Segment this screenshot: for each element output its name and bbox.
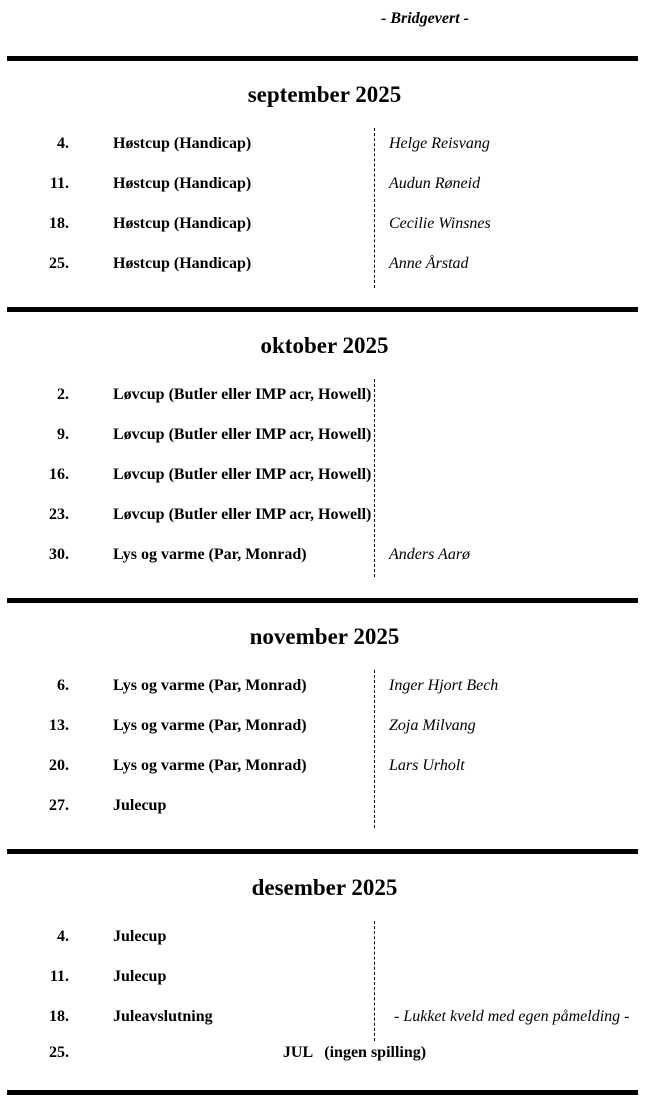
row-date: 2. (57, 386, 69, 403)
row-event: Juleavslutning (113, 1008, 213, 1025)
row-event: Lys og varme (Par, Monrad) (113, 717, 307, 734)
schedule-row (0, 675, 649, 697)
header-label: - Bridgevert - (381, 10, 469, 27)
schedule-row (0, 173, 649, 195)
divider-rule (7, 598, 638, 603)
row-date: 11. (49, 968, 69, 985)
row-host: Anders Aarø (389, 546, 471, 563)
row-event: Julecup (113, 928, 167, 945)
row-note: - Lukket kveld med egen påmelding - (394, 1008, 630, 1025)
schedule-row (0, 253, 649, 275)
row-event: Løvcup (Butler eller IMP acr, Howell) (113, 506, 372, 523)
row-date: 23. (49, 506, 69, 523)
row-date: 25. (49, 255, 69, 272)
row-date: 25. (49, 1044, 69, 1061)
divider-rule (7, 1090, 638, 1095)
schedule-row (0, 464, 649, 486)
row-host: Cecilie Winsnes (389, 215, 491, 232)
row-event: Lys og varme (Par, Monrad) (113, 546, 307, 563)
row-date: 9. (57, 426, 69, 443)
row-date: 30. (49, 546, 69, 563)
schedule-row (0, 213, 649, 235)
row-center-event: JUL (ingen spilling) (282, 1044, 427, 1061)
schedule-row (0, 504, 649, 526)
row-date: 6. (57, 677, 69, 694)
row-event: Julecup (113, 797, 167, 814)
row-date: 27. (49, 797, 69, 814)
row-date: 20. (49, 757, 69, 774)
divider-rule (7, 849, 638, 854)
row-event: Lys og varme (Par, Monrad) (113, 677, 307, 694)
row-event: Løvcup (Butler eller IMP acr, Howell) (113, 386, 372, 403)
schedule-row (0, 926, 649, 948)
divider-rule (7, 56, 638, 61)
row-host: Audun Røneid (389, 175, 481, 192)
row-host: Helge Reisvang (389, 135, 490, 152)
divider-rule (7, 307, 638, 312)
row-date: 11. (49, 175, 69, 192)
row-date: 4. (57, 928, 69, 945)
schedule-row (0, 755, 649, 777)
schedule-row (0, 384, 649, 406)
month-title: november 2025 (249, 624, 400, 649)
row-host: Lars Urholt (389, 757, 465, 774)
schedule-row (0, 544, 649, 566)
schedule-row (0, 966, 649, 988)
row-event: Løvcup (Butler eller IMP acr, Howell) (113, 426, 372, 443)
row-event: Høstcup (Handicap) (113, 215, 252, 232)
schedule-row (0, 1006, 649, 1028)
row-event: Julecup (113, 968, 167, 985)
row-date: 16. (49, 466, 69, 483)
month-title: oktober 2025 (260, 333, 389, 358)
row-date: 13. (49, 717, 69, 734)
row-date: 4. (57, 135, 69, 152)
row-event: Høstcup (Handicap) (113, 255, 252, 272)
row-host: Zoja Milvang (389, 717, 476, 734)
schedule-row (0, 715, 649, 737)
month-title: september 2025 (247, 82, 402, 107)
row-event: Lys og varme (Par, Monrad) (113, 757, 307, 774)
schedule-row (0, 795, 649, 817)
row-date: 18. (49, 215, 69, 232)
row-host: Anne Årstad (389, 255, 469, 272)
schedule-row (0, 424, 649, 446)
schedule-row (0, 1042, 649, 1064)
month-title: desember 2025 (251, 875, 398, 900)
schedule-row (0, 133, 649, 155)
row-event: Høstcup (Handicap) (113, 135, 252, 152)
row-host: Inger Hjort Bech (389, 677, 499, 694)
row-event: Løvcup (Butler eller IMP acr, Howell) (113, 466, 372, 483)
row-event: Høstcup (Handicap) (113, 175, 252, 192)
row-date: 18. (49, 1008, 69, 1025)
